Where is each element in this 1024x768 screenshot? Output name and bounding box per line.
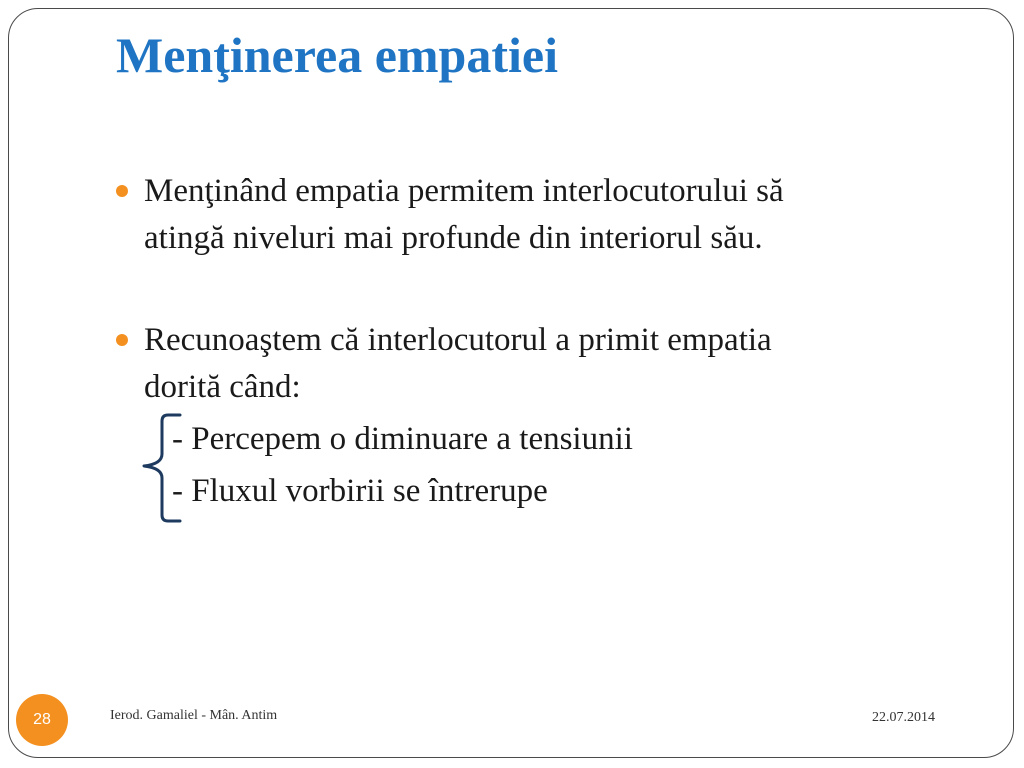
bullet-dot-icon [116,185,128,197]
bullet-text-line: Recunoaştem că interlocutorul a primit empatia [144,322,772,358]
footer-author: Ierod. Gamaliel - Mân. Antim [110,708,278,723]
bullet-text-line: dorită când: [144,369,301,405]
sub-item: - Percepem o diminuare a tensiunii [172,421,633,457]
bullet-dot-icon [116,334,128,346]
footer-date: 22.07.2014 [872,710,935,725]
bullet-text-line: atingă niveluri mai profunde din interiorul său. [144,220,763,256]
page-number-badge: 28 [16,694,68,746]
sub-item: - Fluxul vorbirii se întrerupe [172,473,548,509]
bullet-text-line: Menţinând empatia permitem interlocutorului să [144,173,784,209]
slide-title: Menţinerea empatiei [116,27,558,83]
